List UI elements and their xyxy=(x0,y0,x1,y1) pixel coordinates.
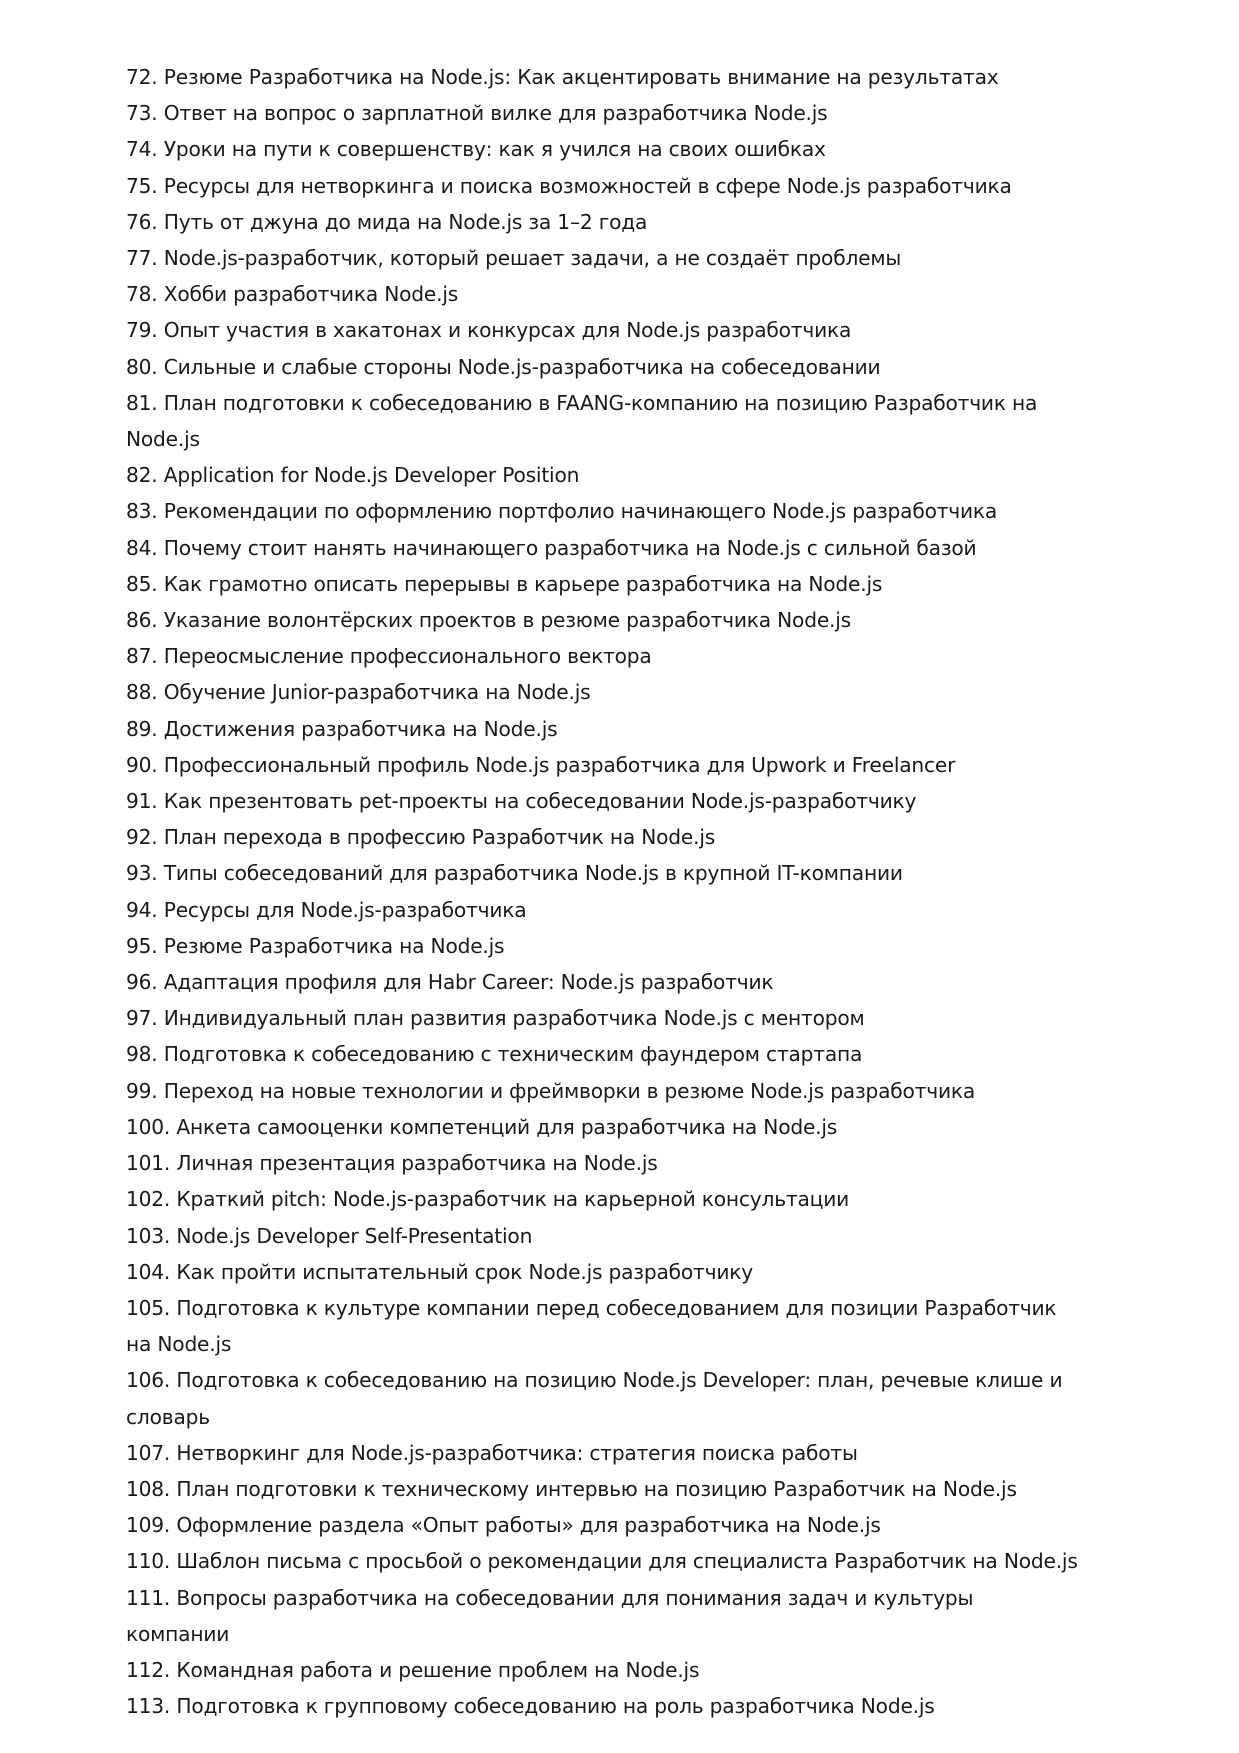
list-item: 109. Оформление раздела «Опыт работы» для разработчика на Node.js xyxy=(126,1513,881,1538)
list-item: 103. Node.js Developer Self-Presentation xyxy=(126,1223,533,1248)
list-item: 74. Уроки на пути к совершенству: как я учился на своих ошибках xyxy=(126,137,826,162)
list-item: 107. Нетворкинг для Node.js-разработчика: стратегия поиска работы xyxy=(126,1440,858,1465)
list-item: 90. Профессиональный профиль Node.js разработчика для Upwork и Freelancer xyxy=(126,752,956,777)
list-item: 73. Ответ на вопрос о зарплатной вилке для разработчика Node.js xyxy=(126,101,828,126)
list-item: 76. Путь от джуна до мида на Node.js за 1–2 года xyxy=(126,209,648,234)
list-item: 86. Указание волонтёрских проектов в резюме разработчика Node.js xyxy=(126,608,851,633)
list-item: 88. Обучение Junior-разработчика на Node.js xyxy=(126,680,591,705)
list-item: 102. Краткий pitch: Node.js-разработчик на карьерной консультации xyxy=(126,1187,850,1212)
list-item: 83. Рекомендации по оформлению портфолио начинающего Node.js разработчика xyxy=(126,499,998,524)
list-item: 84. Почему стоит нанять начинающего разработчика на Node.js с сильной базой xyxy=(126,535,977,560)
list-item: 106. Подготовка к собеседованию на позицию Node.js Developer: план, речевые клише и словарь xyxy=(126,1368,1063,1429)
list-item: 111. Вопросы разработчика на собеседовании для понимания задач и культуры компании xyxy=(126,1585,974,1646)
list-item: 81. План подготовки к собеседованию в FAANG-компанию на позицию Разработчик на Node.js xyxy=(126,390,1038,452)
list-item: 79. Опыт участия в хакатонах и конкурсах для Node.js разработчика xyxy=(126,318,852,343)
list-item: 101. Личная презентация разработчика на Node.js xyxy=(126,1151,658,1176)
list-item: 87. Переосмысление профессионального вектора xyxy=(126,644,652,669)
list-item: 98. Подготовка к собеседованию с техническим фаундером стартапа xyxy=(126,1042,863,1067)
list-item: 113. Подготовка к групповому собеседованию на роль разработчика Node.js xyxy=(126,1694,935,1719)
list-item: 77. Node.js-разработчик, который решает задачи, а не создаёт проблемы xyxy=(126,246,902,271)
list-item: 96. Адаптация профиля для Habr Career: Node.js разработчик xyxy=(126,970,774,995)
list-item: 75. Ресурсы для нетворкинга и поиска возможностей в сфере Node.js разработчика xyxy=(126,173,1012,198)
list-item: 94. Ресурсы для Node.js-разработчика xyxy=(126,897,527,922)
list-item: 93. Типы собеседований для разработчика Node.js в крупной IT-компании xyxy=(126,861,903,886)
list-item: 82. Application for Node.js Developer Position xyxy=(126,463,580,488)
list-item: 91. Как презентовать pet-проекты на собеседовании Node.js-разработчику xyxy=(126,789,917,814)
list-item: 85. Как грамотно описать перерывы в карьере разработчика на Node.js xyxy=(126,571,883,596)
document-page xyxy=(126,59,1081,1724)
list-item: 89. Достижения разработчика на Node.js xyxy=(126,716,558,741)
list-item: 110. Шаблон письма с просьбой о рекомендации для специалиста Разработчик на Node.js xyxy=(126,1549,1078,1574)
list-item: 112. Командная работа и решение проблем на Node.js xyxy=(126,1657,700,1682)
list-item: 104. Как пройти испытательный срок Node.js разработчику xyxy=(126,1259,753,1284)
list-item: 80. Сильные и слабые стороны Node.js-разработчика на собеседовании xyxy=(126,354,881,379)
list-item: 99. Переход на новые технологии и фреймворки в резюме Node.js разработчика xyxy=(126,1078,976,1103)
list-item: 95. Резюме Разработчика на Node.js xyxy=(126,933,505,958)
list-item: 100. Анкета самооценки компетенций для разработчика на Node.js xyxy=(126,1114,838,1139)
list-item: 78. Хобби разработчика Node.js xyxy=(126,282,459,307)
list-item: 108. План подготовки к техническому интервью на позицию Разработчик на Node.js xyxy=(126,1476,1017,1501)
numbered-list xyxy=(126,59,1081,1724)
list-item: 92. План перехода в профессию Разработчик на Node.js xyxy=(126,825,716,850)
list-item: 97. Индивидуальный план развития разработчика Node.js с ментором xyxy=(126,1006,865,1031)
list-item: 105. Подготовка к культуре компании перед собеседованием для позиции Разработчик на Node.js xyxy=(126,1295,1057,1357)
list-item: 72. Резюме Разработчика на Node.js: Как акцентировать внимание на результатах xyxy=(126,65,999,89)
